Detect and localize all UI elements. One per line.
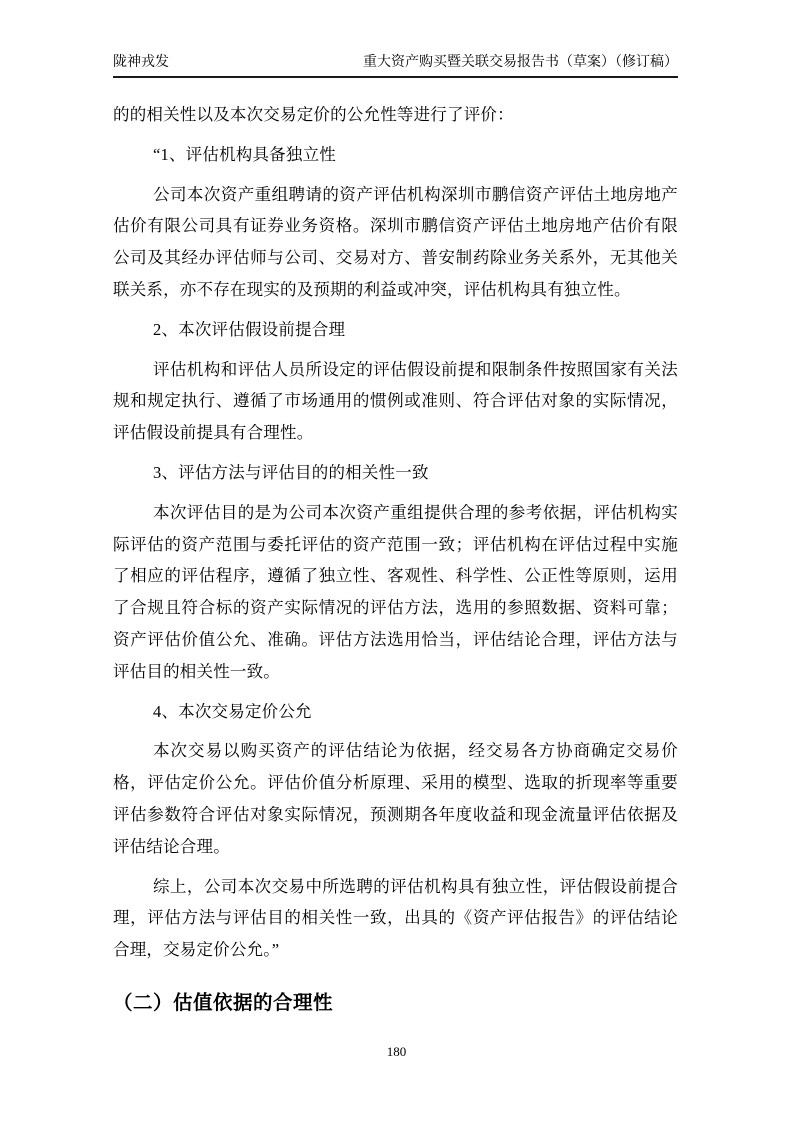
- point-3-heading: 3、评估方法与评估目的的相关性一致: [153, 462, 429, 482]
- point-2-body-paragraph: 评估机构和评估人员所设定的评估假设前提和限制条件按照国家有关法规和规定执行、遵循了市场通用的惯例或准则、符合评估对象的实际情况，评估假设前提具有合理性。: [113, 359, 678, 443]
- page-number: 180: [386, 1044, 407, 1059]
- header-company-name: 陇神戎发: [113, 55, 169, 70]
- conclusion-paragraph: 综上，公司本次交易中所选聘的评估机构具有独立性，评估假设前提合理，评估方法与评估目的相关性一致，出具的《资产评估报告》的评估结论合理，交易定价公允。”: [113, 876, 678, 960]
- header-report-title: 重大资产购买暨关联交易报告书（草案）（修订稿）: [363, 55, 678, 70]
- point-4-heading: 4、本次交易定价公允: [153, 701, 312, 721]
- section-heading-valuation-basis: （二）估值依据的合理性: [113, 991, 334, 1014]
- page-header: [113, 54, 678, 78]
- point-2-heading: 2、本次评估假设前提合理: [153, 319, 346, 339]
- point-3-body-paragraph: 本次评估目的是为公司本次资产重组提供合理的参考依据，评估机构实际评估的资产范围与委托评估的资产范围一致；评估机构在评估过程中实施了相应的评估程序，遵循了独立性、客观性、科学性、公正性等原则，运用了合规且符合标的资产实际情况的评估方法，选用的参照数据、资料可靠；资产评估价值公允、准确。评估方法选用恰当，评估结论合理，评估方法与评估目的相关性一致。: [113, 502, 678, 681]
- point-1-body-paragraph: 公司本次资产重组聘请的资产评估机构深圳市鹏信资产评估土地房地产估价有限公司具有证券业务资格。深圳市鹏信资产评估土地房地产估价有限公司及其经办评估师与公司、交易对方、普安制药除业务关系外，无其他关联关系，亦不存在现实的及预期的利益或冲突，评估机构具有独立性。: [113, 184, 678, 299]
- quoted-point-1-heading: “1、评估机构具备独立性: [153, 144, 336, 164]
- document-body: [113, 99, 678, 1016]
- point-4-body-paragraph: 本次交易以购买资产的评估结论为依据，经交易各方协商确定交易价格，评估定价公允。评估价值分析原理、采用的模型、选取的折现率等重要评估参数符合评估对象实际情况，预测期各年度收益和现金流量评估依据及评估结论合理。: [113, 741, 678, 856]
- paragraph-continuation: 的的相关性以及本次交易定价的公允性等进行了评价：: [113, 105, 514, 124]
